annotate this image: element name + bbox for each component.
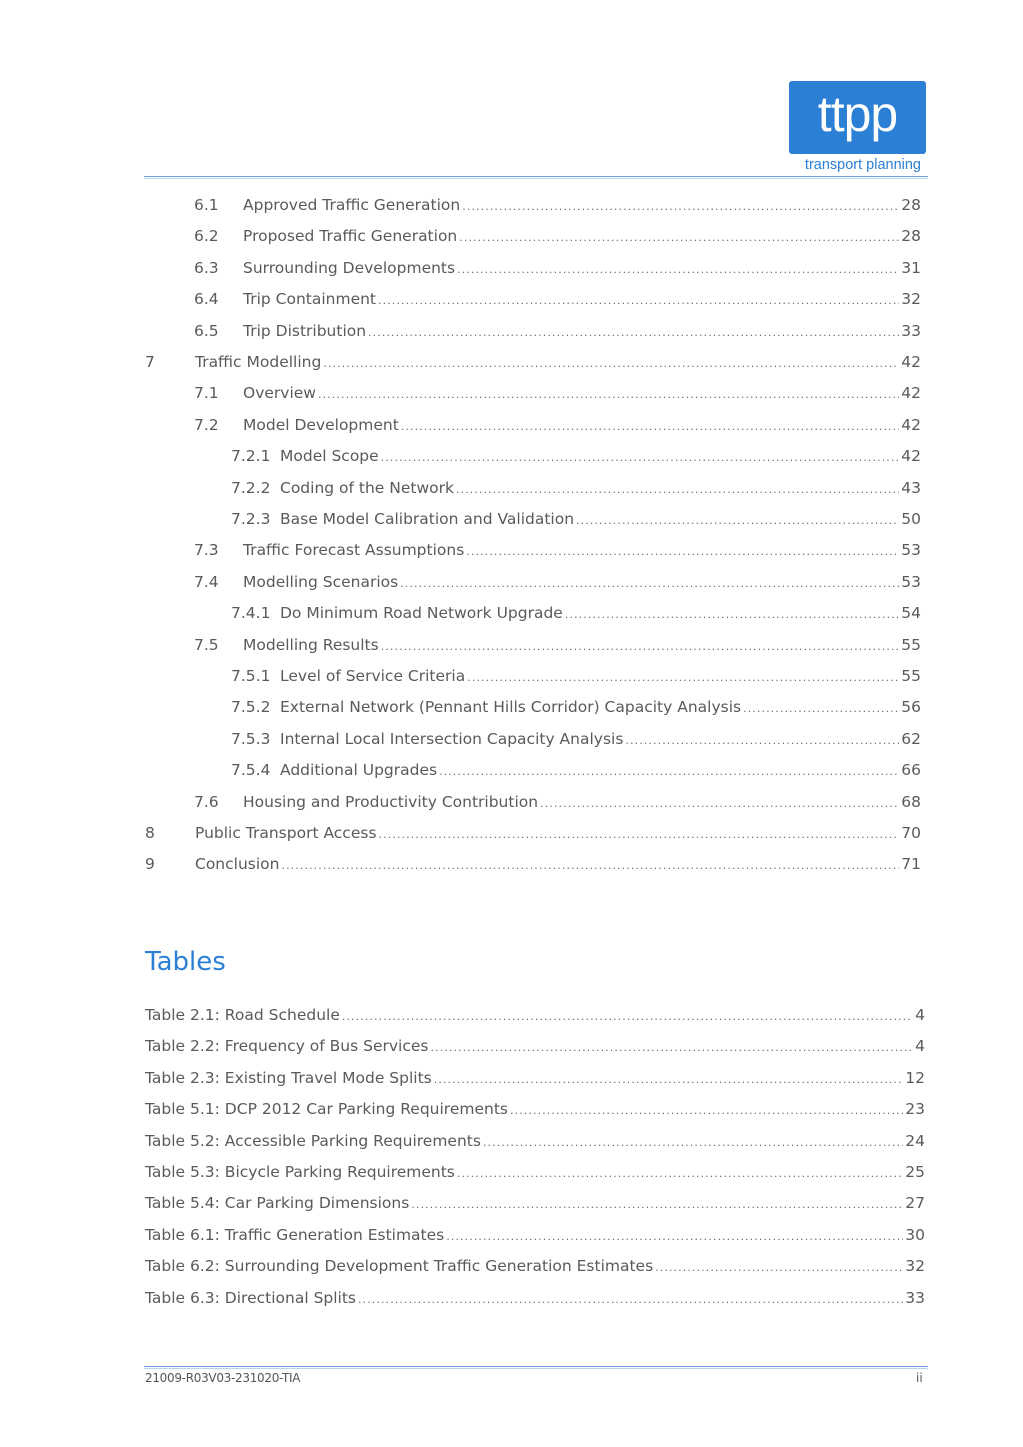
toc-entry-title: Base Model Calibration and Validation	[280, 510, 575, 528]
toc-entry-page: 71	[901, 855, 921, 874]
toc-entry-number: 6.4	[194, 290, 219, 309]
table-list-entry[interactable]	[145, 1163, 925, 1185]
dot-leader	[540, 797, 899, 810]
toc-entry-page: 55	[901, 667, 921, 685]
toc-entry-page: 53	[901, 572, 921, 591]
toc-entry[interactable]	[194, 290, 921, 312]
dot-leader	[457, 1167, 903, 1180]
table-entry-title: Table 5.4: Car Parking Dimensions	[145, 1194, 410, 1213]
dot-leader	[368, 326, 899, 339]
toc-entry[interactable]	[194, 259, 921, 281]
toc-entry-title: Approved Traffic Generation	[243, 196, 461, 214]
toc-entry-title: Model Scope	[280, 447, 379, 466]
toc-entry-title: Conclusion	[195, 855, 280, 874]
toc-entry-number: 7.2.1	[231, 447, 271, 466]
toc-entry[interactable]	[194, 227, 921, 249]
footer-divider	[144, 1366, 928, 1369]
toc-entry-number: 7.5.2	[231, 698, 271, 717]
table-entry-title: Table 6.2: Surrounding Development Traffic Generation Estimates	[145, 1257, 654, 1276]
table-entry-page: 4	[915, 1006, 925, 1024]
toc-entry-number: 7.4.1	[231, 604, 271, 623]
dot-leader	[459, 231, 899, 244]
toc-entry-page: 33	[901, 321, 921, 340]
logo-subtitle: transport planning	[804, 157, 921, 173]
toc-entry[interactable]	[231, 479, 921, 501]
toc-entry-number: 6.2	[194, 227, 219, 246]
header-divider	[144, 176, 928, 179]
table-entry-page: 25	[905, 1163, 925, 1181]
toc-entry[interactable]	[194, 541, 921, 563]
toc-entry-number: 7.2.2	[231, 478, 271, 497]
dot-leader	[565, 608, 899, 621]
toc-entry[interactable]	[194, 573, 921, 595]
dot-leader	[381, 640, 900, 653]
toc-entry-number: 7.5.4	[231, 761, 271, 780]
dot-leader	[342, 1010, 913, 1023]
toc-entry-number: 7.1	[194, 384, 219, 403]
toc-entry[interactable]	[145, 824, 921, 846]
table-list-entry[interactable]	[145, 1100, 925, 1122]
dot-leader	[625, 734, 899, 747]
toc-entry[interactable]	[231, 667, 921, 689]
toc-entry[interactable]	[231, 510, 921, 532]
table-list-entry[interactable]	[145, 1226, 925, 1248]
table-list-entry[interactable]	[145, 1037, 925, 1059]
toc-entry[interactable]	[231, 761, 921, 783]
document-reference: 21009-R03V03-231020-TIA	[145, 1371, 301, 1385]
toc-entry-page: 53	[901, 541, 921, 560]
table-entry-title: Table 2.1: Road Schedule	[145, 1006, 340, 1024]
table-entry-page: 27	[905, 1194, 925, 1213]
table-entry-page: 33	[905, 1288, 925, 1307]
toc-entry-number: 6.1	[194, 196, 219, 214]
toc-entry-title: Trip Distribution	[243, 321, 367, 340]
dot-leader	[379, 828, 900, 841]
toc-entry-page: 32	[901, 290, 921, 309]
toc-entry-title: Internal Local Intersection Capacity Analysis	[280, 729, 624, 748]
toc-entry-page: 68	[901, 792, 921, 811]
toc-entry[interactable]	[231, 698, 921, 720]
dot-leader	[457, 263, 899, 276]
toc-entry-title: Modelling Scenarios	[243, 572, 399, 591]
toc-entry-title: Level of Service Criteria	[280, 667, 466, 685]
toc-entry[interactable]	[231, 604, 921, 626]
toc-entry-title: Traffic Modelling	[195, 353, 322, 371]
dot-leader	[411, 1198, 903, 1211]
table-entry-page: 23	[905, 1100, 925, 1119]
toc-entry-page: 50	[901, 510, 921, 528]
toc-entry-page: 55	[901, 635, 921, 654]
table-entry-title: Table 2.3: Existing Travel Mode Splits	[145, 1068, 432, 1087]
toc-entry-title: Trip Containment	[243, 290, 377, 309]
table-entry-title: Table 5.1: DCP 2012 Car Parking Requirements	[145, 1100, 508, 1119]
toc-entry-number: 9	[145, 855, 155, 874]
toc-entry-title: Modelling Results	[243, 635, 379, 654]
tables-heading: Tables	[145, 947, 226, 977]
toc-entry[interactable]	[231, 730, 921, 752]
toc-entry-title: Housing and Productivity Contribution	[243, 792, 539, 811]
toc-entry[interactable]	[194, 322, 921, 344]
toc-entry[interactable]	[145, 353, 921, 375]
dot-leader	[576, 514, 899, 527]
dot-leader	[381, 451, 900, 464]
table-entry-page: 24	[905, 1131, 925, 1150]
toc-entry[interactable]	[231, 447, 921, 469]
table-entry-title: Table 5.2: Accessible Parking Requirements	[145, 1131, 481, 1150]
toc-entry[interactable]	[194, 636, 921, 658]
dot-leader	[401, 420, 899, 433]
toc-entry[interactable]	[145, 855, 921, 877]
toc-entry[interactable]	[194, 196, 921, 218]
toc-entry[interactable]	[194, 384, 921, 406]
dot-leader	[655, 1261, 903, 1274]
dot-leader	[318, 388, 899, 401]
table-entry-title: Table 6.3: Directional Splits	[145, 1288, 357, 1307]
toc-entry-number: 7.5	[194, 635, 219, 654]
toc-entry-title: Coding of the Network	[280, 478, 454, 497]
toc-entry-number: 7.2.3	[231, 510, 271, 528]
toc-entry-page: 66	[901, 761, 921, 780]
toc-entry-title: Traffic Forecast Assumptions	[243, 541, 465, 560]
table-list-entry[interactable]	[145, 1006, 925, 1028]
toc-entry-number: 7.4	[194, 572, 219, 591]
dot-leader	[431, 1041, 914, 1054]
dot-leader	[378, 294, 899, 307]
toc-entry-number: 8	[145, 824, 155, 842]
toc-entry-title: External Network (Pennant Hills Corridor) Capacity Analysis	[280, 698, 742, 717]
toc-entry-page: 56	[901, 698, 921, 717]
toc-entry-number: 7.2	[194, 415, 219, 434]
toc-entry-title: Public Transport Access	[195, 824, 377, 842]
toc-entry-page: 54	[901, 604, 921, 623]
toc-entry-number: 7.5.3	[231, 729, 271, 748]
toc-entry-title: Proposed Traffic Generation	[243, 227, 458, 246]
dot-leader	[323, 357, 899, 370]
logo-text: ttpp	[817, 85, 898, 142]
dot-leader	[439, 765, 899, 778]
table-entry-title: Table 2.2: Frequency of Bus Services	[145, 1037, 429, 1056]
toc-entry-page: 42	[901, 447, 921, 466]
table-entry-title: Table 5.3: Bicycle Parking Requirements	[145, 1163, 455, 1181]
toc-entry-page: 28	[901, 196, 921, 214]
toc-entry-page: 70	[901, 824, 921, 842]
dot-leader	[462, 200, 899, 213]
table-entry-title: Table 6.1: Traffic Generation Estimates	[145, 1225, 445, 1244]
toc-entry-page: 42	[901, 353, 921, 371]
toc-entry-number: 7.6	[194, 792, 219, 811]
toc-entry[interactable]	[194, 416, 921, 438]
toc-entry[interactable]	[194, 793, 921, 815]
dot-leader	[466, 545, 899, 558]
toc-entry-title: Model Development	[243, 415, 399, 434]
toc-entry-page: 31	[901, 258, 921, 277]
dot-leader	[434, 1073, 904, 1086]
dot-leader	[483, 1136, 903, 1149]
toc-entry-title: Overview	[243, 384, 316, 403]
toc-entry-title: Surrounding Developments	[243, 258, 456, 277]
dot-leader	[467, 671, 899, 684]
toc-entry-page: 42	[901, 384, 921, 403]
toc-entry-title: Do Minimum Road Network Upgrade	[280, 604, 563, 623]
dot-leader	[743, 702, 899, 715]
dot-leader	[510, 1104, 903, 1117]
dot-leader	[281, 859, 899, 872]
toc-entry-number: 6.3	[194, 258, 219, 277]
table-list-entry[interactable]	[145, 1257, 925, 1279]
toc-entry-page: 43	[901, 478, 921, 497]
toc-entry-page: 42	[901, 415, 921, 434]
logo-box	[789, 81, 926, 154]
toc-entry-number: 6.5	[194, 321, 219, 340]
table-entry-page: 32	[905, 1257, 925, 1276]
toc-entry-number: 7.3	[194, 541, 219, 560]
page-number: ii	[916, 1371, 923, 1385]
table-list-entry[interactable]	[145, 1132, 925, 1154]
table-list-entry[interactable]	[145, 1194, 925, 1216]
toc-entry-title: Additional Upgrades	[280, 761, 438, 780]
toc-entry-number: 7.5.1	[231, 667, 271, 685]
dot-leader	[400, 577, 899, 590]
table-list-entry[interactable]	[145, 1289, 925, 1311]
toc-entry-page: 28	[901, 227, 921, 246]
table-entry-page: 4	[915, 1037, 925, 1056]
table-list-entry[interactable]	[145, 1069, 925, 1091]
toc-entry-page: 62	[901, 729, 921, 748]
dot-leader	[456, 483, 899, 496]
toc-entry-number: 7	[145, 353, 155, 371]
table-entry-page: 12	[905, 1068, 925, 1087]
dot-leader	[446, 1230, 903, 1243]
table-entry-page: 30	[905, 1225, 925, 1244]
company-logo	[789, 81, 927, 173]
dot-leader	[358, 1293, 903, 1306]
